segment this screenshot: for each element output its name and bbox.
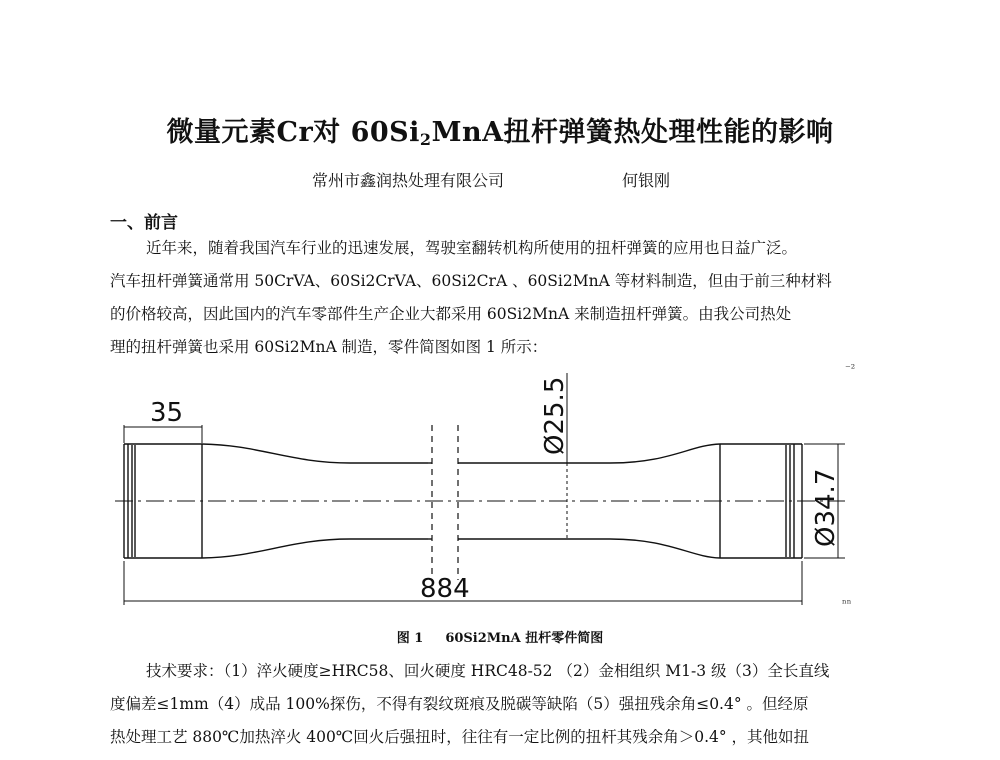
right-upper-profile	[458, 444, 720, 463]
intro-line: 理的扭杆弹簧也采用 60Si2MnA 制造，零件简图如图 1 所示：	[110, 338, 548, 356]
right-lower-profile	[458, 539, 720, 558]
title-subscript: 2	[419, 130, 432, 149]
dim-length-label: 884	[420, 574, 470, 604]
paper-title	[0, 110, 1000, 149]
corner-mark-top: ⁻²	[845, 362, 856, 375]
intro-line: 近年来，随着我国汽车行业的迅速发展，驾驶室翻转机构所使用的扭杆弹簧的应用也日益广泛。	[146, 239, 798, 257]
figure-caption	[0, 627, 1000, 646]
intro-line: 的价格较高，因此国内的汽车零部件生产企业大都采用 60Si2MnA 来制造扭杆弹簧。由我公司热处	[110, 305, 792, 323]
figure-caption-label: 图 1	[396, 631, 424, 646]
intro-line: 汽车扭杆弹簧通常用 50CrVA、60Si2CrVA、60Si2CrA 、60Si2MnA 等材料制造，但由于前三种材料	[110, 272, 832, 290]
left-lower-profile	[202, 539, 428, 558]
affiliation: 常州市鑫润热处理有限公司	[312, 171, 505, 190]
left-upper-profile	[202, 444, 428, 463]
dim-large-diameter-label: Ø34.7	[811, 468, 841, 547]
tech-line: 度偏差≤1mm（4）成品 100%探伤，不得有裂纹斑痕及脱碳等缺陷（5）强扭残余角≤0.4° 。但经原	[110, 695, 809, 713]
tech-line: 技术要求：（1）淬火硬度≥HRC58、回火硬度 HRC48-52 （2）金相组织 M1-3 级（3）全长直线	[146, 662, 830, 680]
intro-paragraph	[110, 232, 900, 364]
dim-35-label: 35	[150, 398, 184, 428]
title-suffix: MnA扭杆弹簧热处理性能的影响	[431, 117, 834, 148]
dim-small-diameter-label: Ø25.5	[540, 376, 570, 455]
tech-line: 热处理工艺 880℃加热淬火 400℃回火后强扭时，往往有一定比例的扭杆其残余角＞0.4° ，其他如扭	[110, 728, 810, 746]
author-name: 何银刚	[622, 171, 671, 190]
torsion-bar-drawing	[110, 365, 850, 615]
figure-caption-text: 60Si2MnA 扭杆零件简图	[445, 631, 604, 646]
tech-requirements-paragraph	[110, 655, 900, 754]
corner-mark-bottom: ⁿⁿ	[842, 597, 852, 610]
title-prefix: 微量元素Cr对 60Si	[166, 117, 420, 148]
section-heading: 一、前言	[110, 213, 178, 233]
